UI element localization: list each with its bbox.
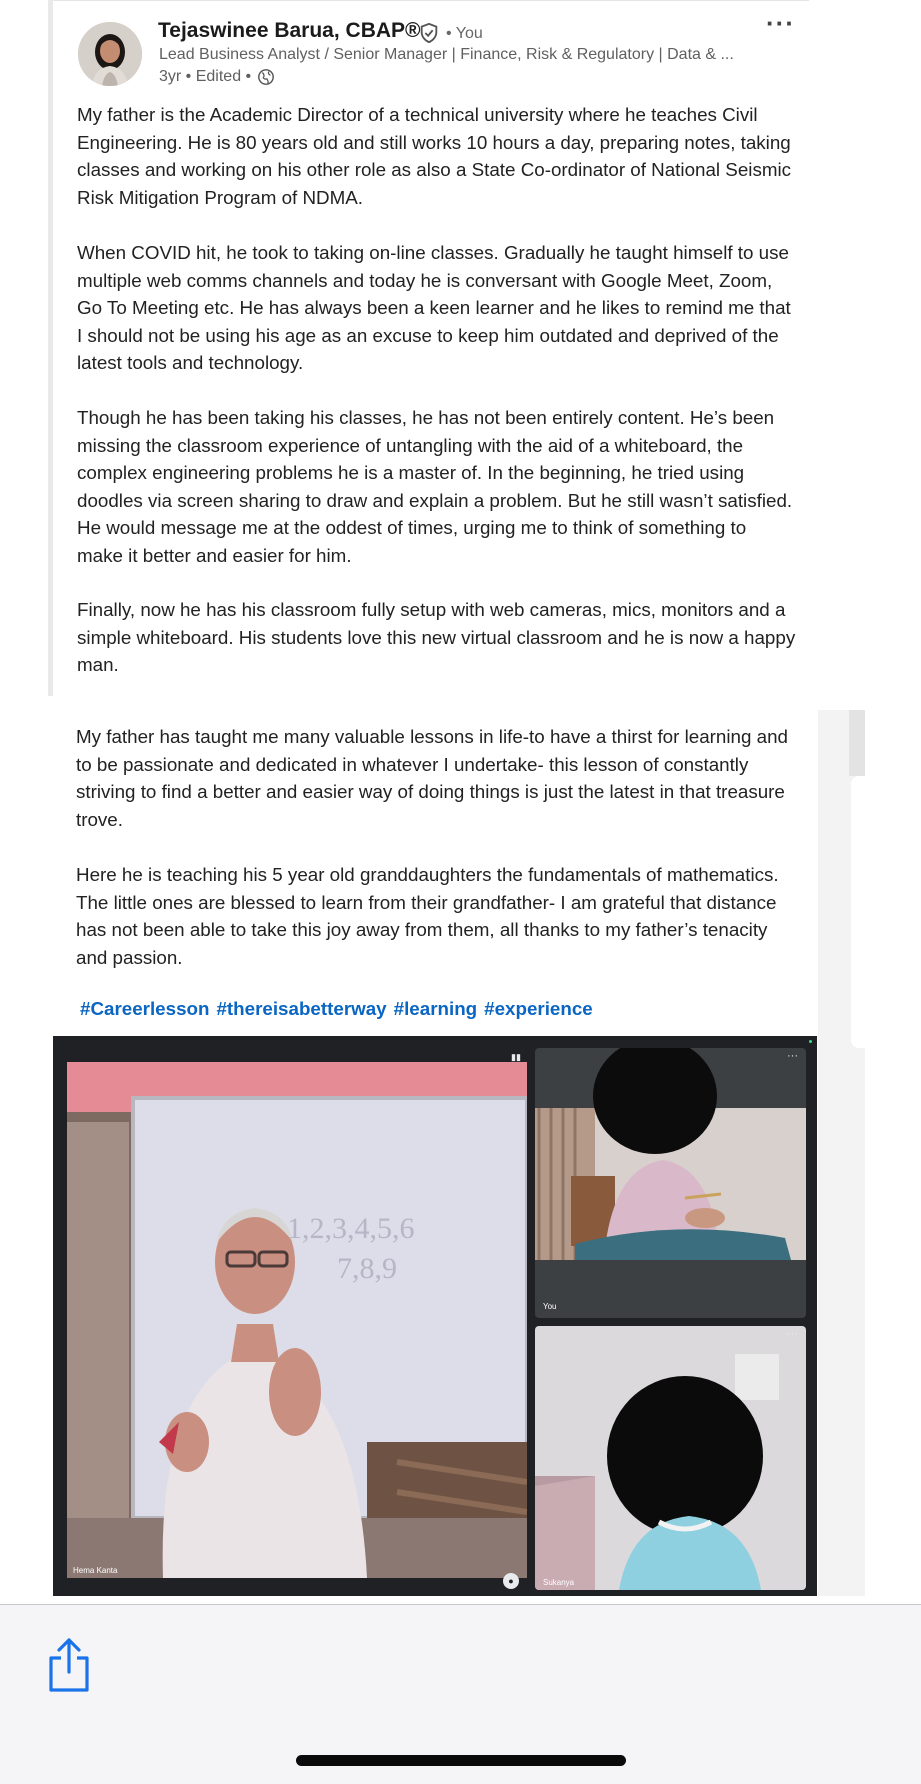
main-tile-name: Hema Kanta xyxy=(73,1566,118,1575)
participant-2-name: Sukanya xyxy=(543,1578,575,1587)
classroom-scene xyxy=(67,1062,527,1578)
post-image[interactable] xyxy=(53,1036,817,1596)
hashtag-experience[interactable]: #experience xyxy=(484,998,593,1019)
globe-icon xyxy=(257,68,275,86)
post-meta xyxy=(159,68,275,86)
avatar[interactable] xyxy=(78,22,142,86)
whiteboard-text-2: 7,8,9 xyxy=(337,1252,397,1285)
participant-1-scene xyxy=(535,1048,806,1318)
video-tile-participant-2 xyxy=(535,1326,806,1590)
hashtag-careerlesson[interactable]: #Careerlesson xyxy=(80,998,210,1019)
participant-1-name: You xyxy=(543,1302,557,1311)
video-tile-participant-1 xyxy=(535,1048,806,1318)
side-panel-inner xyxy=(851,776,865,1048)
post-paragraph-5: My father has taught me many valuable lessons in life-to have a thirst for learning and to be passionate and dedicated in whatever I undertake- this lesson of constantly striving to find a better and easier way of doing things is just the latest in that treasure trove. xyxy=(76,726,788,830)
author-name[interactable]: Tejaswinee Barua, CBAP® xyxy=(158,19,421,42)
section-gap xyxy=(0,696,921,710)
hashtag-list xyxy=(80,998,593,1020)
participant-2-scene xyxy=(535,1326,806,1590)
hashtag-thereisabetterway[interactable]: #thereisabetterway xyxy=(216,998,387,1019)
author-headline: Lead Business Analyst / Senior Manager | Finance, Risk & Regulatory | Data & ... xyxy=(159,46,734,63)
post-meta-text: 3yr • Edited • xyxy=(159,68,252,85)
hashtag-learning[interactable]: #learning xyxy=(393,998,478,1019)
avatar-photo xyxy=(78,22,142,86)
video-tile-main xyxy=(67,1062,527,1578)
scrollbar-thumb[interactable] xyxy=(849,710,865,776)
whiteboard-text-1: 1,2,3,4,5,6 xyxy=(287,1212,415,1245)
relation-label: • You xyxy=(446,25,483,42)
home-indicator[interactable] xyxy=(296,1755,626,1766)
more-options-icon[interactable]: ··· xyxy=(766,8,795,38)
post-paragraph-2: When COVID hit, he took to taking on-line classes. Gradually he taught himself to use multiple web comms channels and today he is conversant with Google Meet, Zoom, Go To Meeting etc. He has always been a keen learner and he likes to remind me that I should not be using his age as an excuse to keep him outdated and deprived of the latest tools and technology. xyxy=(77,242,791,373)
share-icon[interactable] xyxy=(46,1636,92,1694)
pause-icon: ▮▮ xyxy=(511,1052,521,1062)
status-dot xyxy=(809,1040,812,1043)
post-paragraph-4: Finally, now he has his classroom fully setup with web cameras, mics, monitors and a simple whiteboard. His students love this new virtual classroom and he is now a happy man. xyxy=(77,599,796,675)
verified-shield-icon xyxy=(418,22,440,44)
tile-more-icon-2[interactable]: ··· xyxy=(787,1328,798,1340)
tile-more-icon[interactable]: ··· xyxy=(787,1050,798,1062)
post-paragraph-6: Here he is teaching his 5 year old granddaughters the fundamentals of mathematics. The little ones are blessed to learn from their grandfather- I am grateful that distance has not been able to take this joy away from them, all thanks to my father’s tenacity and passion. xyxy=(76,864,779,968)
microphone-icon: ● xyxy=(503,1573,519,1589)
post-paragraph-1: My father is the Academic Director of a technical university where he teaches Civil Engineering. He is 80 years old and still works 10 hours a day, preparing notes, taking classes and working on his other role as also a State Co-ordinator of National Seismic Risk Mitigation Program of NDMA. xyxy=(77,104,792,208)
post-paragraph-3: Though he has been taking his classes, he has not been entirely content. He’s been missing the classroom experience of untangling with the aid of a whiteboard, the complex engineering problems he is a master of. In the beginning, he tried using doodles via screen sharing to draw and explain a problem. But he still wasn’t satisfied. He would message me at the oddest of times, urging me to think of something to make it better and easier for him. xyxy=(77,407,793,566)
